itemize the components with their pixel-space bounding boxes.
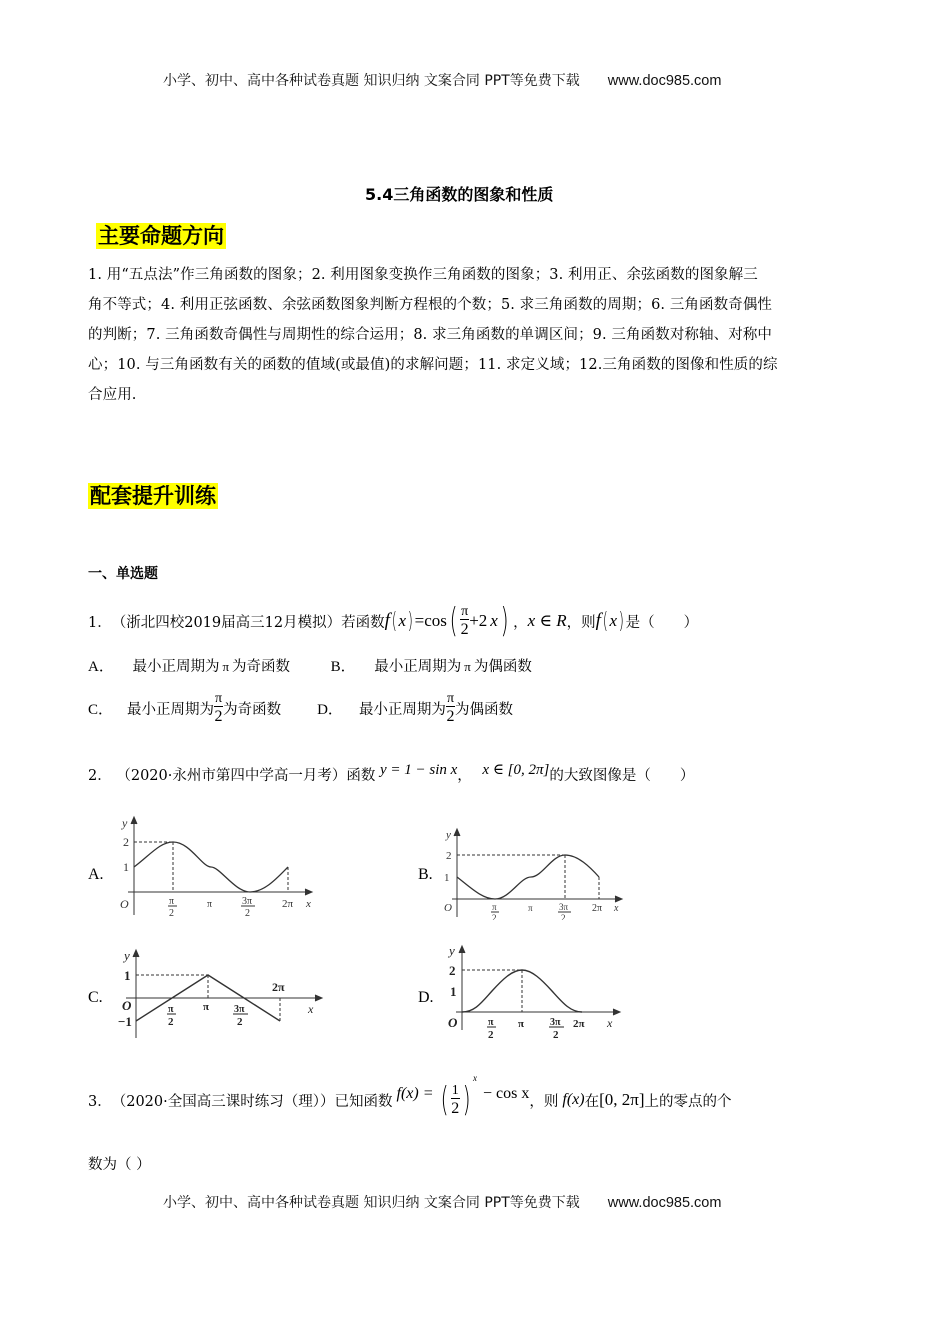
answer-parens: 是（ ） [625,614,699,631]
svg-text:π: π [203,1001,210,1013]
graph-option-c-label[interactable]: C. [88,989,103,1006]
svg-text:2: 2 [561,913,566,920]
svg-text:2: 2 [488,1029,494,1041]
question-number: 3． [88,1093,112,1110]
formula-exponent: x [473,1073,478,1083]
svg-text:x: x [306,898,311,910]
formula-tail: − cos x [483,1085,530,1102]
question-source: （2020·全国高三课时练习（理））已知函数 [111,1093,393,1110]
interval: [0, 2π] [599,1090,645,1109]
svg-text:π: π [169,896,175,907]
svg-text:2: 2 [123,835,129,849]
svg-text:2: 2 [553,1029,559,1041]
svg-text:1: 1 [450,984,457,999]
svg-text:1: 1 [123,860,129,874]
paragraph-line: 合应用. [88,387,137,403]
paragraph-line: 的判断；7. 三角函数奇偶性与周期性的综合运用；8. 求三角函数的单调区间；9. 三角函数对称轴、对称中 [88,327,773,343]
svg-text:3π: 3π [234,1004,245,1015]
svg-text:3π: 3π [559,902,569,912]
svg-text:2π: 2π [592,903,603,914]
svg-text:1: 1 [444,872,450,884]
svg-text:O: O [120,897,129,911]
paragraph-line: 角不等式；4. 利用正弦函数、余弦函数图象判断方程根的个数；5. 求三角函数的周期；6. 三角函数奇偶性 [88,297,773,313]
svg-text:y: y [449,943,455,958]
svg-text:x: x [614,903,619,914]
svg-text:−1: −1 [118,1014,132,1029]
subsection-single-choice: 一、单选题 [88,566,158,582]
svg-text:2: 2 [449,963,456,978]
svg-text:2π: 2π [272,980,285,994]
question-3-line-2: 数为（ ） [88,1157,151,1173]
svg-text:y: y [122,816,128,830]
svg-text:π: π [488,1017,494,1028]
svg-text:2: 2 [492,913,497,920]
fraction-pi-over-2: $\frac{\pi}{2}$ [214,691,223,725]
fraction-pi-over-2: $\frac{\pi}{2}$ [446,691,455,725]
question-number: 2． [88,768,112,784]
option-b[interactable]: B． 最小正周期为 π 为偶函数 [330,659,532,675]
fraction-one-half: $\frac{1}{2}$ [451,1082,460,1117]
svg-text:3π: 3π [242,896,253,907]
page-footer [163,1192,721,1212]
option-c[interactable]: C． 最小正周期为 $\frac{\pi}{2}$ 为奇函数 [88,691,282,725]
svg-text:π: π [492,902,497,912]
formula-plus-2: +2 [469,611,488,630]
svg-text:2: 2 [168,1016,174,1028]
graph-d[interactable] [440,942,625,1042]
question-number: 1． [88,614,112,631]
paragraph-line: 1. 用“五点法”作三角函数的图象；2. 利用图象变换作三角函数的图象；3. 利用正、余弦函数的图象解三 [88,267,758,283]
formula-f: f [384,610,390,631]
svg-text:x: x [607,1016,613,1030]
option-a[interactable]: A． 最小正周期为 π 为奇函数 [88,659,291,675]
formula-x: x [398,611,407,630]
graph-option-a-label[interactable]: A. [88,866,104,883]
graph-option-b-label[interactable]: B. [418,866,433,883]
svg-text:π: π [168,1004,174,1015]
formula-cos: =cos [414,611,447,630]
svg-text:2: 2 [245,908,250,919]
svg-text:O: O [448,1015,458,1030]
graph-option-d-label[interactable]: D. [418,989,434,1006]
paragraph-line: 心；10. 与三角函数有关的函数的值域(或最值)的求解问题；11. 求定义域；12.三角函数的图像和性质的综 [88,357,778,373]
question-middle: ，则 [529,1093,559,1110]
fx: f(x) [562,1091,585,1108]
question-3: 3． （2020·全国高三课时练习（理））已知函数 f(x) = ( $\frac{1}{2}$ ) x − cos x ，则 f(x) 在 [0, 2π] 上的零点的个 [88,1073,732,1120]
svg-text:π: π [528,903,533,913]
svg-text:3π: 3π [550,1017,561,1028]
svg-text:O: O [444,902,452,914]
header-text: 小学、初中、高中各种试卷真题 知识归纳 文案合同 PPT等免费下载 [163,73,580,89]
section-heading-main-direction: 主要命题方向 [98,224,224,248]
footer-text: 小学、初中、高中各种试卷真题 知识归纳 文案合同 PPT等免费下载 [163,1195,580,1211]
svg-text:π: π [207,899,213,910]
svg-text:O: O [122,998,132,1013]
formula-lhs: f(x) = [396,1085,434,1102]
svg-text:x: x [308,1002,314,1016]
svg-text:y: y [124,948,130,963]
question-suffix: 的大致图像是（ ） [549,768,695,784]
svg-text:π: π [518,1018,525,1030]
graph-b[interactable] [440,825,630,920]
graph-a[interactable] [110,815,325,920]
svg-text:2π: 2π [282,898,294,910]
domain-interval: x ∈ [0, 2π] [482,762,550,778]
main-direction-paragraph [88,260,778,410]
formula-var: x [490,611,498,630]
option-d[interactable]: D． 最小正周期为 $\frac{\pi}{2}$ 为偶函数 [317,691,514,725]
question-2: 2． （2020·永州市第四中学高一月考）函数 y = 1 − sin x， x ∈ [0, 2π]的大致图像是（ ） [88,762,695,784]
question-1: 1． （浙北四校2019届高三12月模拟）若函数 f ( x ) =cos ( $\frac{\pi}{2}$ +2 x ) ， x ∈ R ，则 f ( x ) 是（ ） [88,601,699,641]
page-header [163,70,721,90]
svg-text:1: 1 [124,968,131,983]
graph-c[interactable] [112,948,327,1040]
question-suffix: 上的零点的个 [644,1093,732,1110]
svg-text:2: 2 [446,850,452,862]
question-1-options-row-1 [88,655,532,676]
formula-y: y = 1 − sin x [379,762,458,778]
question-source: （2020·永州市第四中学高一月考）函数 [116,768,376,784]
question-source: （浙北四校2019届高三12月模拟）若函数 [111,614,385,631]
question-1-options-row-2 [88,692,513,725]
svg-text:2: 2 [237,1016,243,1028]
page-title: 5.4三角函数的图象和性质 [365,185,554,204]
svg-text:y: y [446,829,451,841]
fraction-pi-over-2: $\frac{\pi}{2}$ [460,603,469,638]
question-suffix: ，则 [566,614,596,631]
svg-text:2: 2 [169,908,174,919]
section-heading-training: 配套提升训练 [90,484,216,508]
header-url[interactable]: www.doc985.com [607,73,722,89]
svg-text:2π: 2π [573,1018,585,1030]
footer-url[interactable]: www.doc985.com [607,1195,722,1211]
domain-x-in-r: x ∈ R [527,611,567,630]
